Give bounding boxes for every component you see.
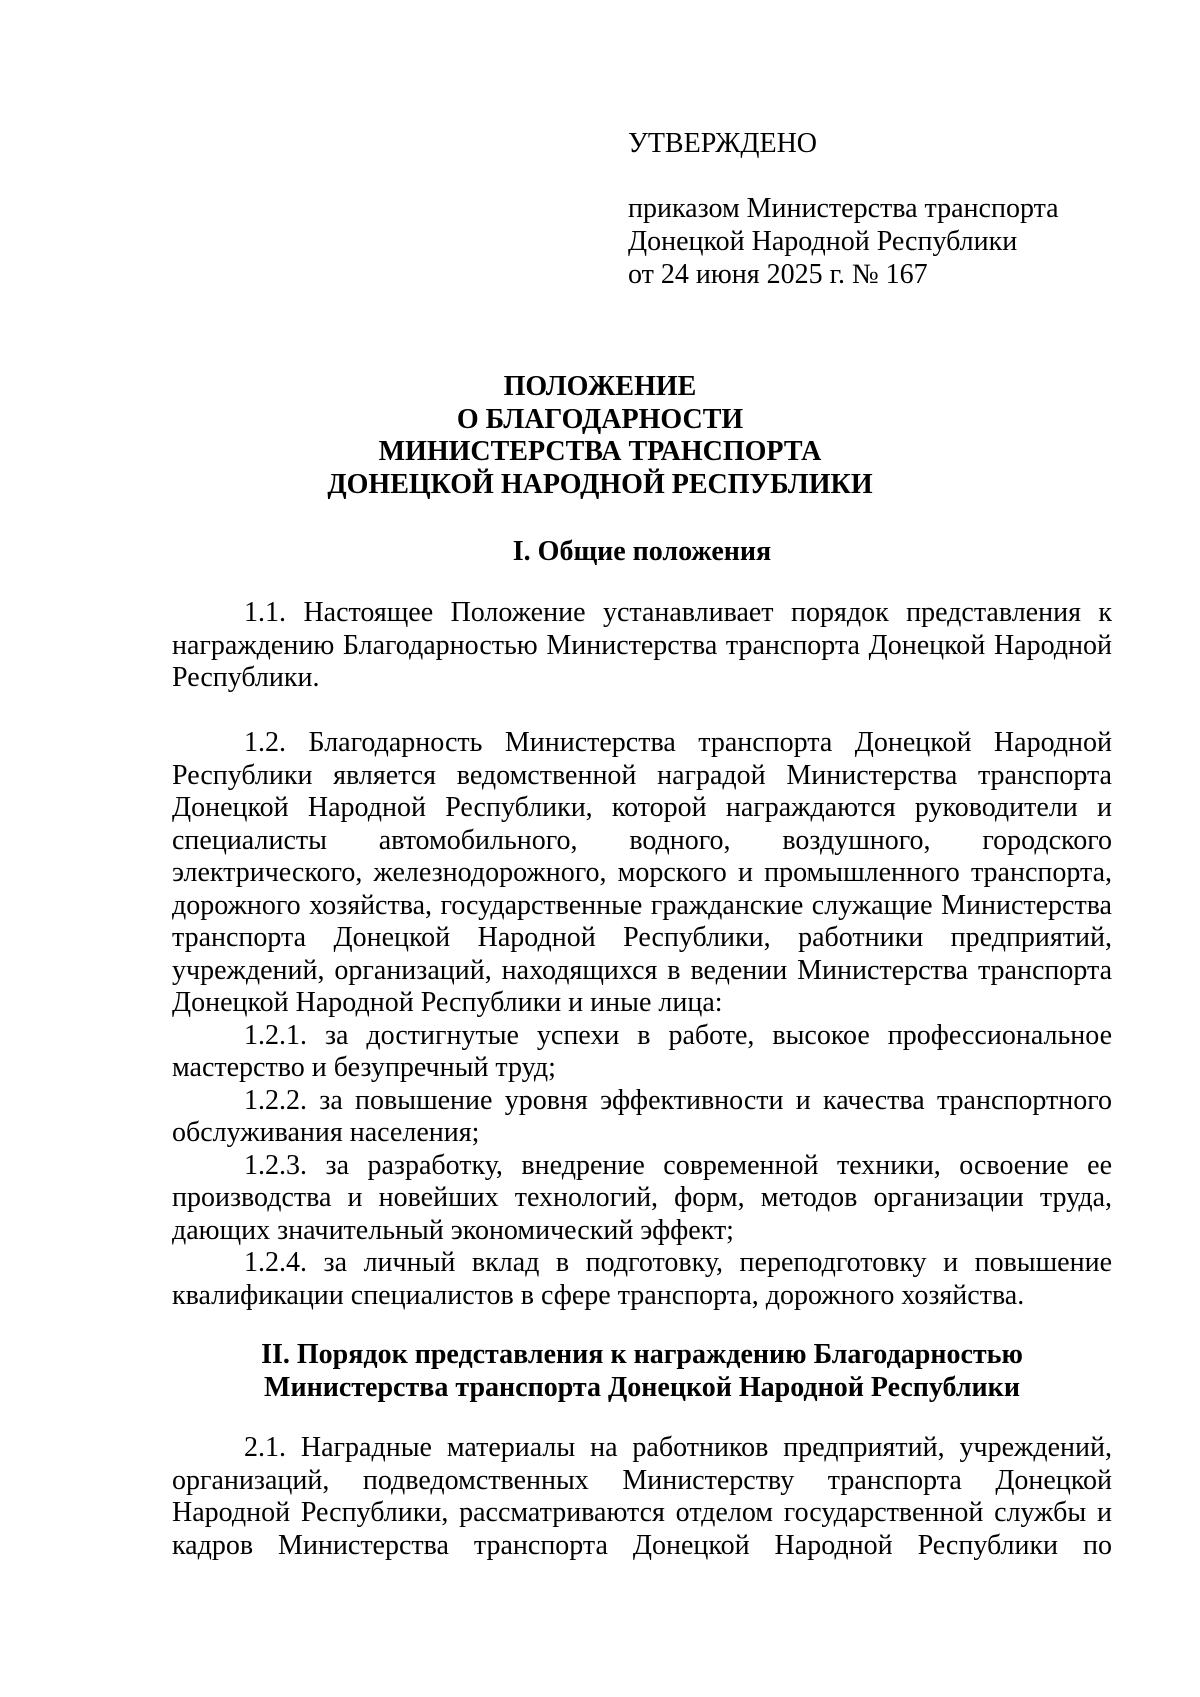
paragraph-1-2: 1.2. Благодарность Министерства транспорта Донецкой Народной Республики является ведомственной наградой Министерства транспорта Донецкой Народной Республики, которой награждаются руководители и специалисты автомобильного, водного, воздушного, городского электрического, железнодорожного, морского и промышленного транспорта, дорожного хозяйства, государственные гражданские служащие Министерства транспорта Донецкой Народной Республики, работники предприятий, учреждений, организаций, находящихся в ведении Министерства транспорта Донецкой Народной Республики и иные лица: xyxy=(172,727,1112,1018)
approval-line: Донецкой Народной Республики xyxy=(628,226,1018,257)
paragraph-1-2-3: 1.2.3. за разработку, внедрение современной техники, освоение ее производства и новейших технологий, форм, методов организации труда, дающих значительный экономический эффект; xyxy=(172,1149,1112,1246)
paragraph-1-2-1: 1.2.1. за достигнутые успехи в работе, высокое профессиональное мастерство и безупречный труд; xyxy=(172,1019,1112,1083)
section-1-body xyxy=(172,597,1112,1312)
paragraph-2-1: 2.1. Наградные материалы на работников предприятий, учреждений, организаций, подведомственных Министерству транспорта Донецкой Народной Республики, рассматриваются отделом государственной службы и кадров Министерства транспорта Донецкой Народной Республики по xyxy=(172,1432,1112,1561)
section-2-body xyxy=(172,1432,1112,1562)
paragraph-1-1: 1.1. Настоящее Положение устанавливает порядок представления к награждению Благодарностью Министерства транспорта Донецкой Народной Республики. xyxy=(172,597,1112,693)
section-2-heading-line: Министерства транспорта Донецкой Народной Республики xyxy=(264,1371,1020,1403)
section-2-heading xyxy=(172,1339,1112,1404)
approval-details xyxy=(628,193,1059,292)
paragraph-1-2-4: 1.2.4. за личный вклад в подготовку, переподготовку и повышение квалификации специалистов в сфере транспорта, дорожного хозяйства. xyxy=(172,1247,1112,1311)
section-1-heading: I. Общие положения xyxy=(512,536,772,567)
title-line: О БЛАГОДАРНОСТИ xyxy=(456,403,744,435)
title-line: ДОНЕЦКОЙ НАРОДНОЙ РЕСПУБЛИКИ xyxy=(327,468,873,500)
approval-line: приказом Министерства транспорта xyxy=(628,193,1059,224)
title-line: ПОЛОЖЕНИЕ xyxy=(503,371,697,402)
approval-line: от 24 июня 2025 г. № 167 xyxy=(628,259,928,290)
section-2-heading-line: II. Порядок представления к награждению Благодарностью xyxy=(261,1339,1023,1370)
paragraph-1-2-2: 1.2.2. за повышение уровня эффективности и качества транспортного обслуживания населения; xyxy=(172,1084,1112,1148)
document-title xyxy=(0,371,1200,501)
title-line: МИНИСТЕРСТВА ТРАНСПОРТА xyxy=(378,436,822,467)
approval-stamp: УТВЕРЖДЕНО xyxy=(628,128,818,159)
